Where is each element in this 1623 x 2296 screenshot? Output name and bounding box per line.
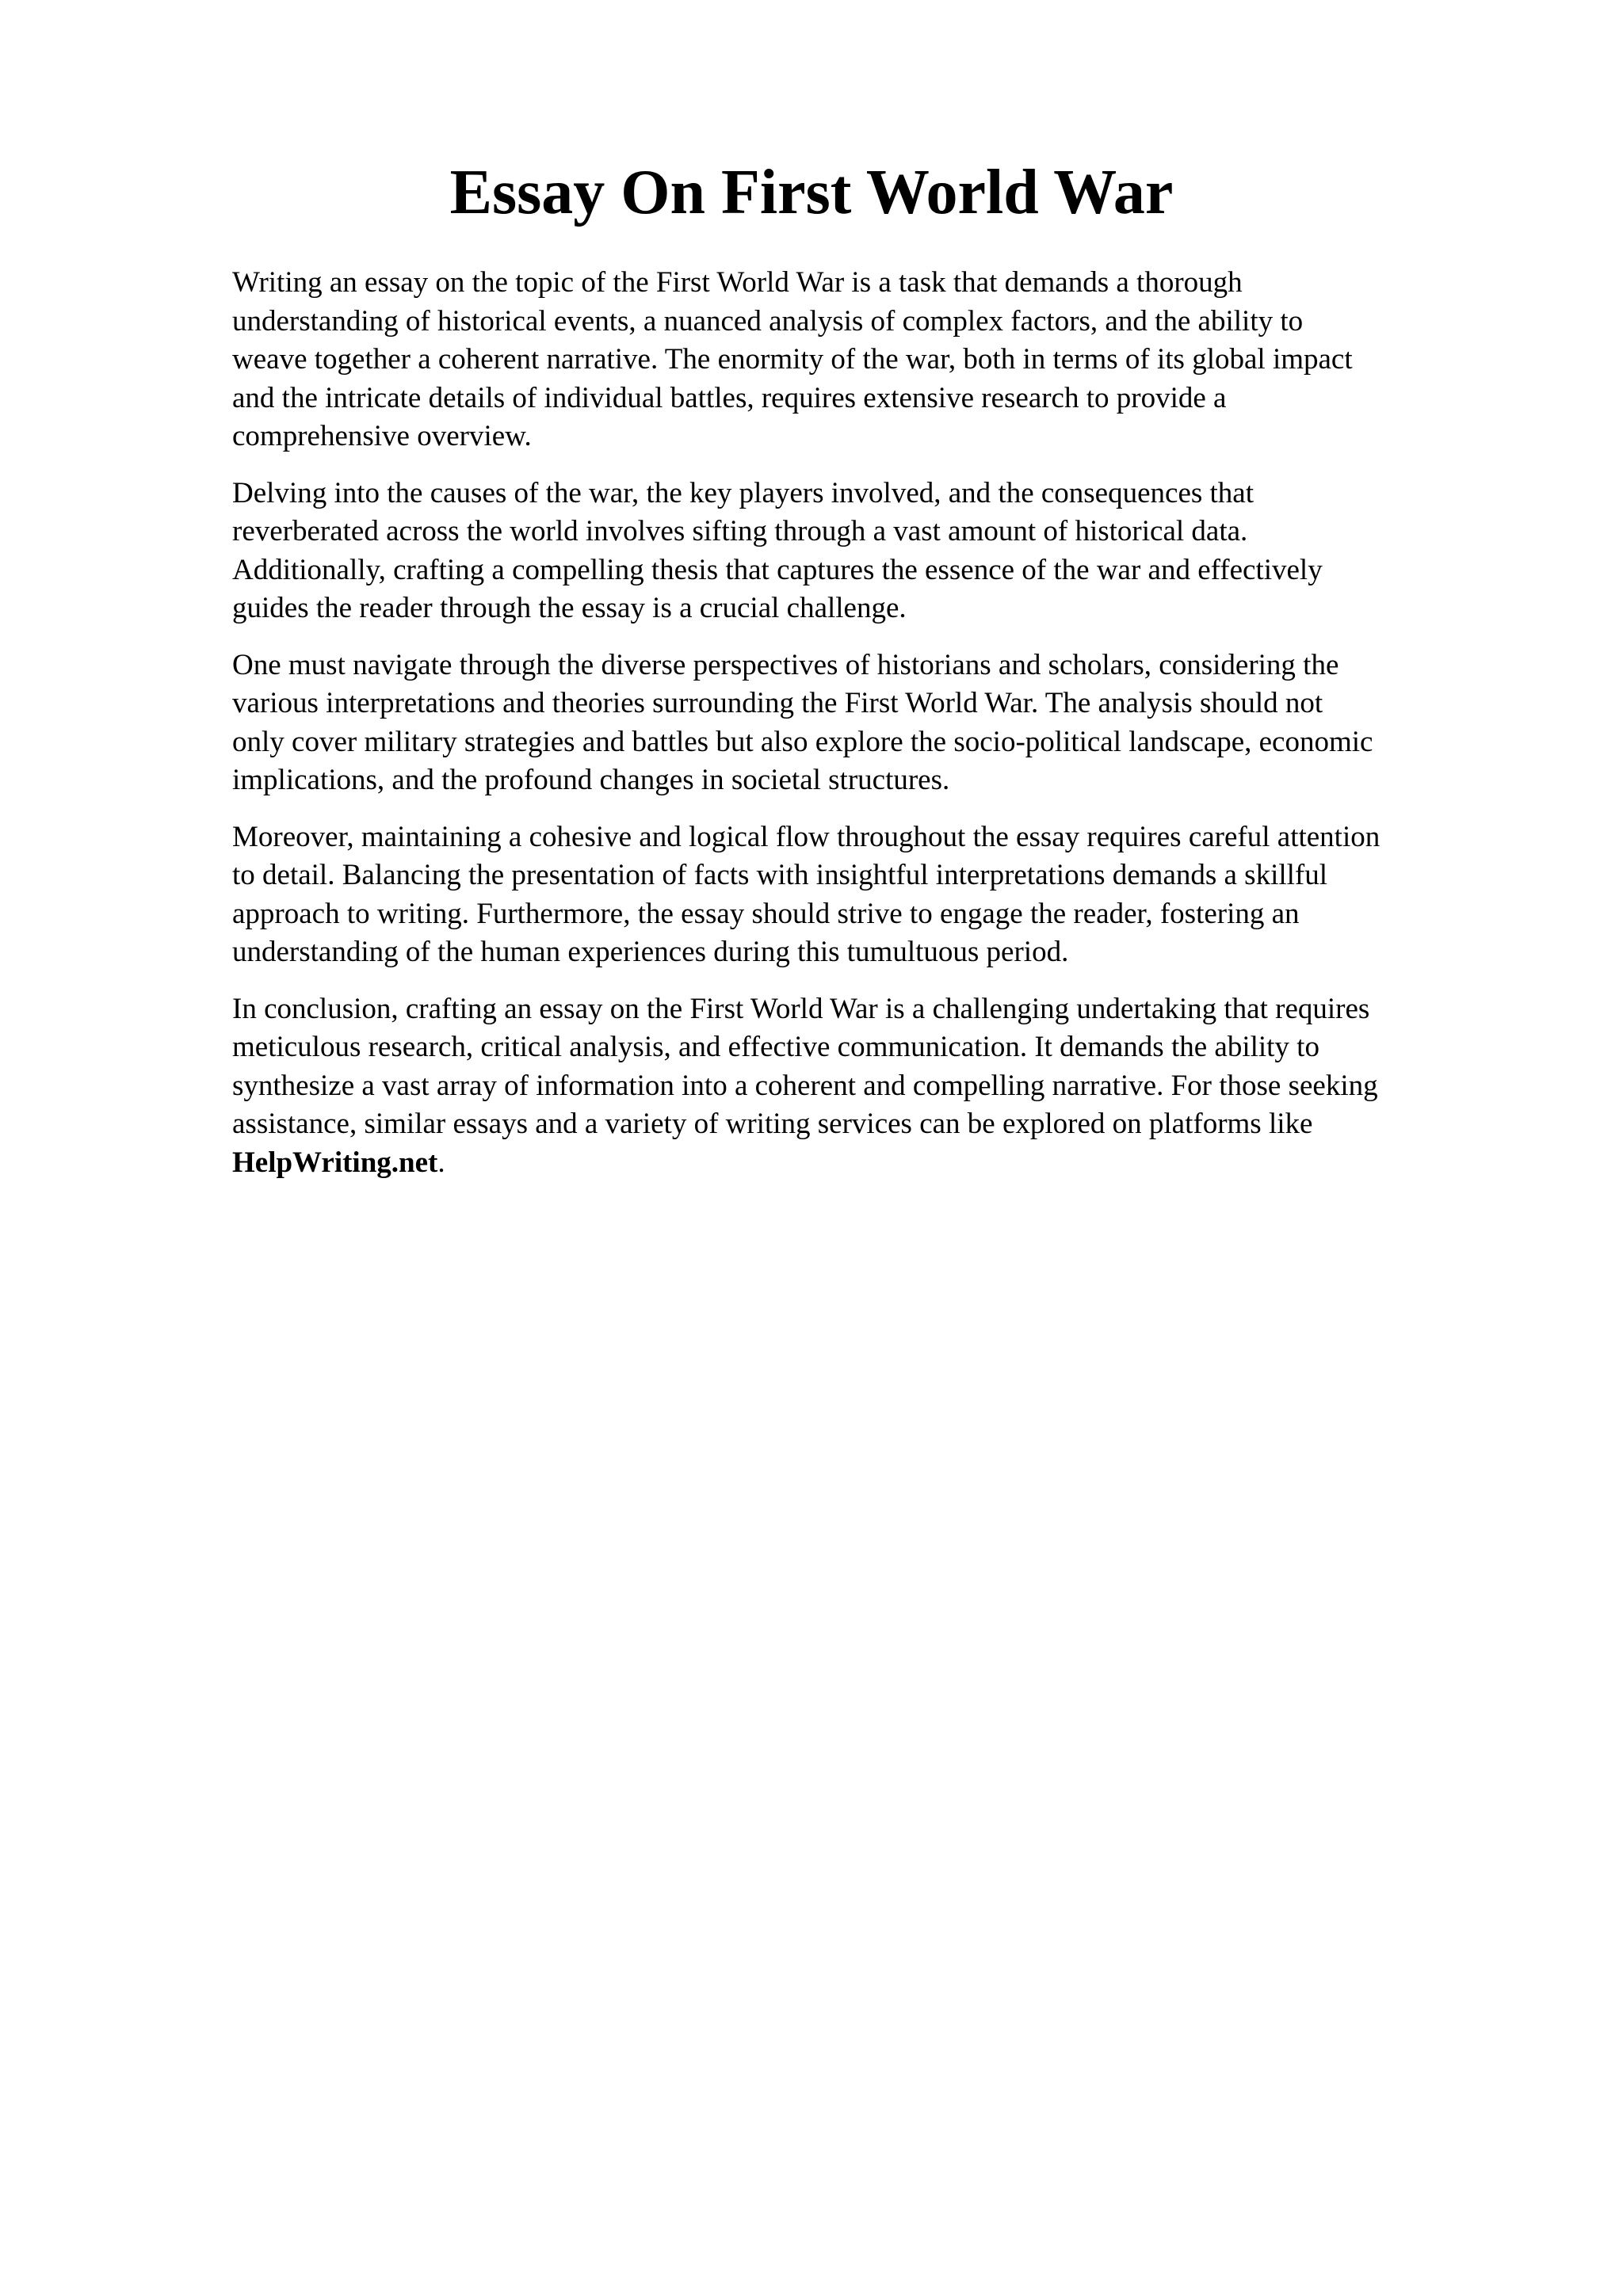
helpwriting-link[interactable]: HelpWriting.net bbox=[232, 1146, 438, 1179]
closing-period: . bbox=[437, 1146, 445, 1179]
paragraph-3 bbox=[232, 646, 1532, 800]
paragraph-line: One must navigate through the diverse perspectives of historians and scholars, considering the bbox=[232, 648, 1339, 681]
document-body bbox=[232, 264, 1532, 1200]
paragraph-line: implications, and the profound changes in societal structures. bbox=[232, 764, 950, 796]
closing-line bbox=[232, 1144, 1532, 1183]
paragraph-line: reverberated across the world involves sifting through a vast amount of historical data. bbox=[232, 515, 1248, 547]
paragraph-line: various interpretations and theories surrounding the First World War. The analysis should not bbox=[232, 687, 1323, 719]
paragraph-line: and the intricate details of individual battles, requires extensive research to provide a bbox=[232, 381, 1227, 414]
paragraph-line: Delving into the causes of the war, the key players involved, and the consequences that bbox=[232, 476, 1254, 509]
paragraph-2 bbox=[232, 475, 1532, 628]
paragraph-line: synthesize a vast array of information into a coherent and compelling narrative. For those seeking bbox=[232, 1069, 1378, 1102]
paragraph-1 bbox=[232, 264, 1532, 456]
paragraph-line: weave together a coherent narrative. The enormity of the war, both in terms of its global impact bbox=[232, 343, 1353, 376]
paragraph-line: assistance, similar essays and a variety of writing services can be explored on platforms like bbox=[232, 1108, 1313, 1140]
paragraph-line: to detail. Balancing the presentation of facts with insightful interpretations demands a skillful bbox=[232, 859, 1328, 891]
paragraph-line: approach to writing. Furthermore, the essay should strive to engage the reader, fostering an bbox=[232, 897, 1300, 930]
document-title: Essay On First World War bbox=[449, 158, 1174, 227]
paragraph-line: only cover military strategies and battles but also explore the socio-political landscape, economic bbox=[232, 725, 1373, 758]
paragraph-line: Writing an essay on the topic of the First World War is a task that demands a thorough bbox=[232, 266, 1243, 299]
paragraph-line: Additionally, crafting a compelling thesis that captures the essence of the war and effectively bbox=[232, 553, 1323, 586]
paragraph-line: guides the reader through the essay is a crucial challenge. bbox=[232, 592, 907, 624]
paragraph-line: comprehensive overview. bbox=[232, 420, 532, 452]
paragraph-line: meticulous research, critical analysis, and effective communication. It demands the ability to bbox=[232, 1031, 1319, 1063]
paragraph-line: Moreover, maintaining a cohesive and logical flow throughout the essay requires careful attention bbox=[232, 820, 1381, 853]
paragraph-line: understanding of the human experiences during this tumultuous period. bbox=[232, 936, 1069, 968]
paragraph-5 bbox=[232, 990, 1532, 1183]
paragraph-line: understanding of historical events, a nuanced analysis of complex factors, and the ability to bbox=[232, 304, 1304, 338]
paragraph-line: In conclusion, crafting an essay on the First World War is a challenging undertaking that requires bbox=[232, 992, 1370, 1025]
paragraph-4 bbox=[232, 818, 1532, 972]
